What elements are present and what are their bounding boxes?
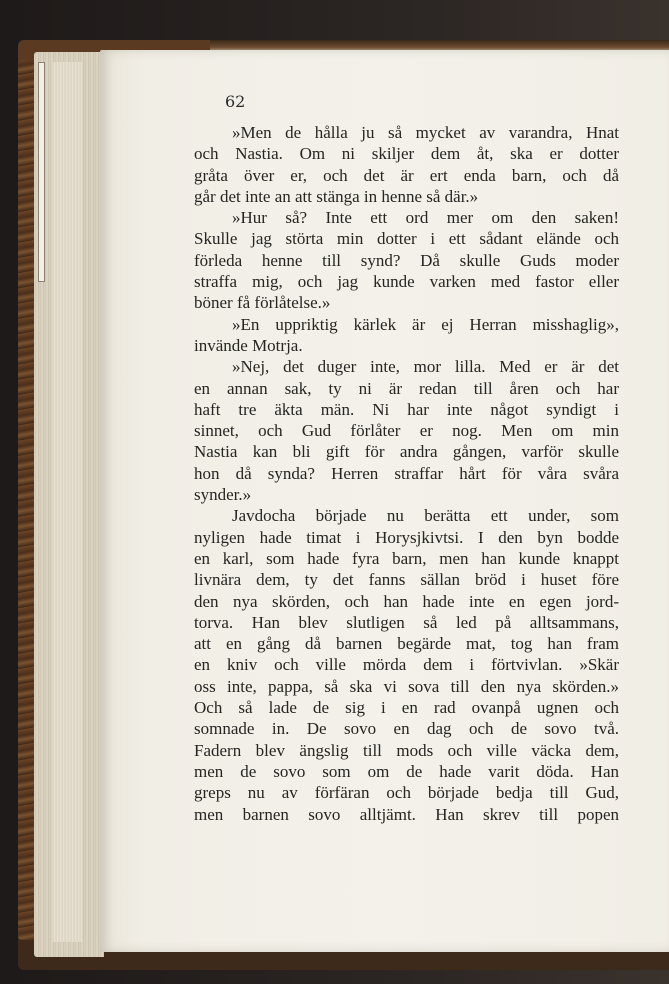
text-line: invände Motrja. (194, 335, 303, 355)
text-line: men de sovo som om de hade varit döda. Han (194, 761, 619, 781)
text-line: »Men de hålla ju så mycket av varandra, Hnat (232, 123, 619, 142)
text-line: men barnen sovo alltjämt. Han skrev till popen (194, 804, 619, 824)
text-line: en annan sak, ty ni är redan till åren och har (194, 378, 619, 398)
text-line: »En uppriktig kärlek är ej Herran misshaglig», (232, 314, 619, 334)
text-line: synder.» (194, 485, 252, 505)
text-line: hon då synda? Herren straffar hårt för våra svåra (194, 463, 619, 483)
text-line: att en gång då barnen begärde mat, tog han fram (194, 634, 619, 654)
text-line: går det inte an att stänga in henne så där.» (194, 186, 479, 206)
text-line: Skulle jag störta min dotter i ett sådant elände och (194, 229, 619, 249)
text-line: Nastia kan bli gift för andra gången, varför skulle (194, 442, 619, 462)
text-line: greps nu av förfäran och började bedja till Gud, (194, 783, 619, 803)
text-line: och Nastia. Om ni skiljer dem åt, ska er dotter (194, 144, 619, 164)
text-line: en kniv och ville mörda dem i förtvivlan. »Skär (194, 655, 619, 675)
text-line: oss inte, pappa, så ska vi sova till den nya skörden.» (194, 676, 619, 696)
text-line: Och så lade de sig i en rad ovanpå ugnen och (194, 698, 619, 718)
text-line: den nya skörden, och han hade inte en egen jord- (194, 591, 619, 611)
text-line: haft tre äkta män. Ni har inte något syndigt i (194, 399, 619, 419)
page-number: 62 (225, 92, 246, 111)
text-line: somnade in. De sovo en dag och de sovo två. (194, 719, 619, 739)
text-line: Fadern blev ängslig till mods och ville väcka dem, (194, 740, 619, 760)
text-line: straffa mig, och jag kunde varken med fastor eller (194, 272, 619, 292)
text-line: livnära dem, ty det fanns sällan bröd i huset före (194, 570, 619, 590)
text-line: »Nej, det duger inte, mor lilla. Med er är det (232, 357, 619, 377)
text-line: torva. Han blev slutligen så led på alltsammans, (194, 612, 619, 632)
text-line: nyligen hade timat i Horysjkivtsi. I den byn bodde (194, 527, 619, 547)
body-text (194, 122, 619, 825)
text-line: gråta över er, och det är ert enda barn, och då (194, 165, 619, 185)
text-line: en karl, som hade fyra barn, men han kunde knappt (194, 548, 619, 568)
text-line: »Hur så? Inte ett ord mer om den saken! (232, 208, 619, 228)
text-line: förleda henne till synd? Då skulle Guds moder (194, 250, 619, 270)
text-line: böner få förlåtelse.» (194, 293, 331, 313)
text-line: sinnet, och Gud förlåter er nog. Men om min (194, 421, 619, 441)
page-tab (38, 62, 45, 282)
text-line: Javdocha började nu berätta ett under, som (232, 506, 619, 526)
page-stack-inner (52, 62, 82, 942)
